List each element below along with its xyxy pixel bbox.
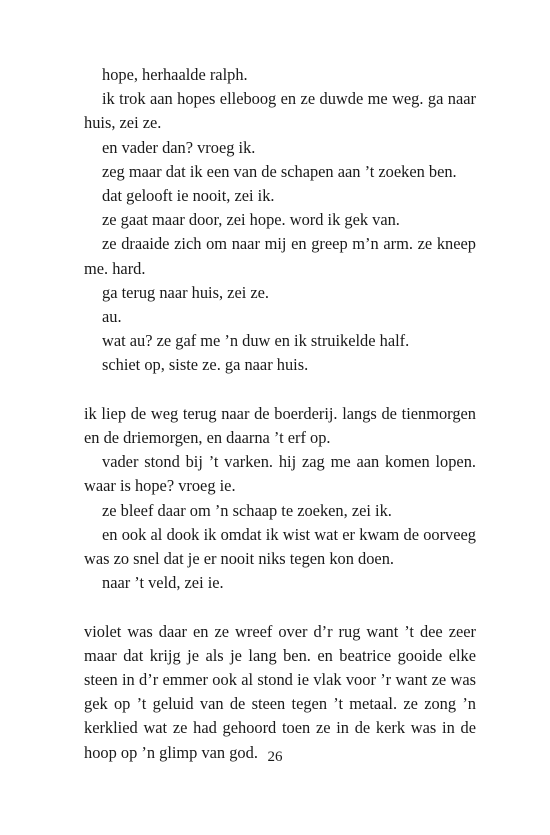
paragraph: wat au? ze gaf me ’n duw en ik struikelde half. [102, 331, 410, 351]
paragraph: dat gelooft ie nooit, zei ik. [102, 186, 275, 206]
paragraph: schiet op, siste ze. ga naar huis. [102, 355, 309, 375]
paragraph: ik trok aan hopes elleboog en ze duwde me weg. ga naar huis, zei ze. [84, 89, 476, 133]
paragraph: ze gaat maar door, zei hope. word ik gek van. [102, 210, 400, 230]
paragraph: vader stond bij ’t varken. hij zag me aan komen lopen. waar is hope? vroeg ie. [84, 452, 476, 496]
paragraph: ze bleef daar om ’n schaap te zoeken, zei ik. [102, 500, 392, 520]
paragraph: en ook al dook ik omdat ik wist wat er kwam de oorveeg was zo snel dat je er nooit niks tegen kon doen. [84, 524, 476, 569]
paragraph: naar ’t veld, zei ie. [102, 573, 224, 593]
paragraph: ik liep de weg terug naar de boerderij. langs de tienmorgen en de driemorgen, en daarna ’t erf op. [84, 403, 476, 448]
body-text [84, 63, 476, 765]
paragraph: en vader dan? vroeg ik. [102, 137, 256, 157]
paragraph: ze draaide zich om naar mij en greep m’n arm. ze kneep me. hard. [84, 234, 476, 278]
page-number: 26 [267, 749, 283, 765]
paragraph: hope, herhaalde ralph. [102, 65, 248, 84]
paragraph: ga terug naar huis, zei ze. [102, 282, 270, 302]
paragraph: violet was daar en ze wreef over d’r rug want ’t dee zeer maar dat krijg je als je lang ben. en beatrice gooide elke steen in d’r emmer ook al stond ie vlak voor ’r want ze was gek op ’t geluid van de steen tegen ’t metaal. ze zong ’n kerklied wat ze had gehoord toen ze in de kerk was in de hoop op ’n glimp van god. [84, 621, 476, 762]
paragraph: zeg maar dat ik een van de schapen aan ’t zoeken ben. [102, 161, 457, 181]
paragraph: au. [102, 307, 122, 327]
